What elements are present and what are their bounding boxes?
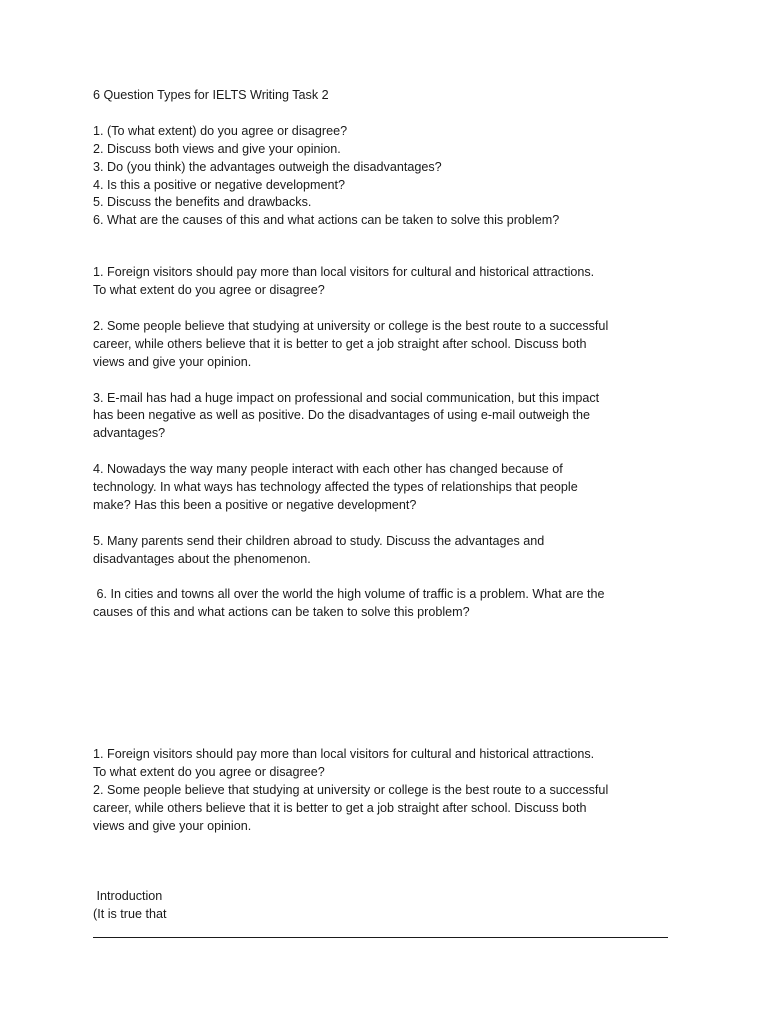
example-line: 2. Some people believe that studying at university or college is the best route to a successful [93, 318, 609, 333]
example-line: causes of this and what actions can be taken to solve this problem? [93, 605, 470, 620]
example-line: 3. E-mail has had a huge impact on professional and social communication, but this impact [93, 390, 600, 405]
example-question-4 [93, 461, 683, 515]
repeat-line: 2. Some people believe that studying at university or college is the best route to a successful [93, 783, 609, 798]
example-line: 4. Nowadays the way many people interact with each other has changed because of [93, 462, 563, 477]
document-title: 6 Question Types for IELTS Writing Task 2 [93, 88, 329, 102]
example-line: 6. In cities and towns all over the world the high volume of traffic is a problem. What are the [93, 587, 605, 602]
document-body [93, 87, 683, 938]
list-item: 2. Discuss both views and give your opinion. [93, 141, 341, 156]
example-line: views and give your opinion. [93, 354, 252, 369]
introduction-heading: Introduction [93, 888, 163, 903]
example-line: 1. Foreign visitors should pay more than local visitors for cultural and historical attractions. [93, 265, 595, 280]
example-question-2 [93, 318, 683, 372]
example-question-3 [93, 390, 683, 444]
example-line: advantages? [93, 426, 166, 441]
list-item: 4. Is this a positive or negative development? [93, 177, 346, 192]
repeated-questions [93, 746, 683, 836]
list-item: 5. Discuss the benefits and drawbacks. [93, 195, 312, 210]
example-line: career, while others believe that it is better to get a job straight after school. Discuss both [93, 336, 587, 351]
example-question-6 [93, 586, 683, 622]
list-item: 3. Do (you think) the advantages outweigh the disadvantages? [93, 159, 442, 174]
writing-line [93, 937, 668, 938]
repeat-line: views and give your opinion. [93, 818, 252, 833]
introduction-section [93, 888, 683, 938]
list-item: 6. What are the causes of this and what actions can be taken to solve this problem? [93, 213, 560, 228]
example-line: technology. In what ways has technology affected the types of relationships that people [93, 480, 578, 495]
introduction-starter: (It is true that [93, 906, 167, 921]
example-line: make? Has this been a positive or negative development? [93, 497, 417, 512]
repeat-line: To what extent do you agree or disagree? [93, 765, 325, 780]
example-question-1 [93, 264, 683, 300]
question-types-list [93, 123, 683, 230]
example-line: disadvantages about the phenomenon. [93, 551, 311, 566]
repeat-line: career, while others believe that it is better to get a job straight after school. Discuss both [93, 801, 587, 815]
repeat-line: 1. Foreign visitors should pay more than local visitors for cultural and historical attractions. [93, 747, 595, 762]
list-item: 1. (To what extent) do you agree or disagree? [93, 123, 348, 138]
example-question-5 [93, 533, 683, 569]
example-line: To what extent do you agree or disagree? [93, 283, 325, 298]
example-line: has been negative as well as positive. Do the disadvantages of using e-mail outweigh the [93, 408, 591, 423]
example-line: 5. Many parents send their children abroad to study. Discuss the advantages and [93, 533, 545, 548]
